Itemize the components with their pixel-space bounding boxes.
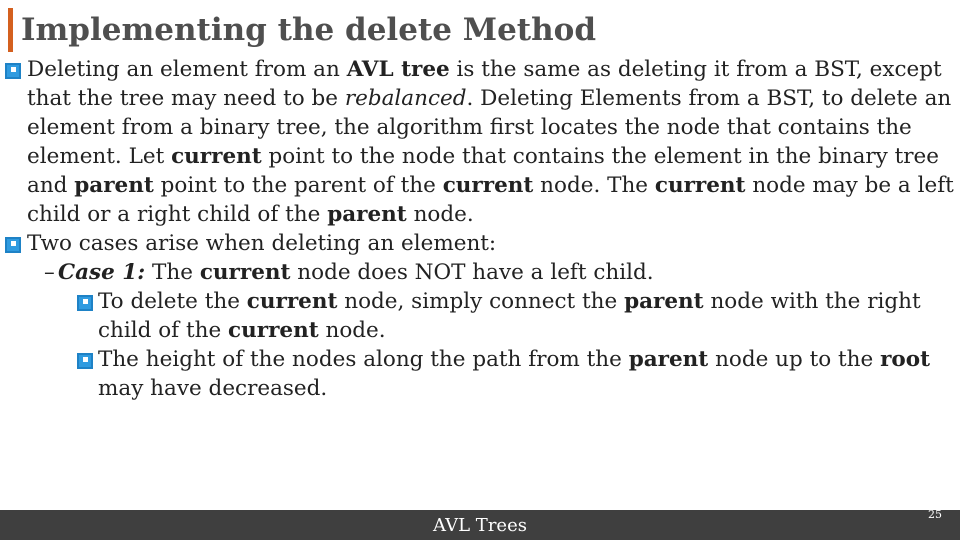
sub-bullet-item: The height of the nodes along the path from the parent node up to the root may have decreased. xyxy=(4,345,956,403)
bullet-item: Deleting an element from an AVL tree is the same as deleting it from a BST, except that the tree may need to be rebalanced. Deleting Elements from a BST, to delete an element from a binary tree, the algorithm first locates the node that contains the element. Let current point to the node that contains the element in the binary tree and parent point to the parent of the current node. The current node may be a left child or a right child of the parent node. xyxy=(4,55,956,229)
slide-number: 25 xyxy=(928,508,942,521)
square-bullet-icon xyxy=(77,353,93,369)
slide-title: Implementing the delete Method xyxy=(21,12,596,48)
dash-bullet: – xyxy=(44,260,55,285)
footer-title: AVL Trees xyxy=(433,515,527,536)
title-accent-bar xyxy=(8,8,13,52)
slide-content xyxy=(4,55,956,403)
case-item: – Case 1: The current node does NOT have a left child. xyxy=(44,260,654,285)
sub-bullet-item: To delete the current node, simply connect the parent node with the right child of the current node. xyxy=(4,287,956,345)
square-bullet-icon xyxy=(5,63,21,79)
square-bullet-icon xyxy=(5,237,21,253)
bullet-item: Two cases arise when deleting an element: xyxy=(4,229,956,258)
square-bullet-icon xyxy=(77,295,93,311)
